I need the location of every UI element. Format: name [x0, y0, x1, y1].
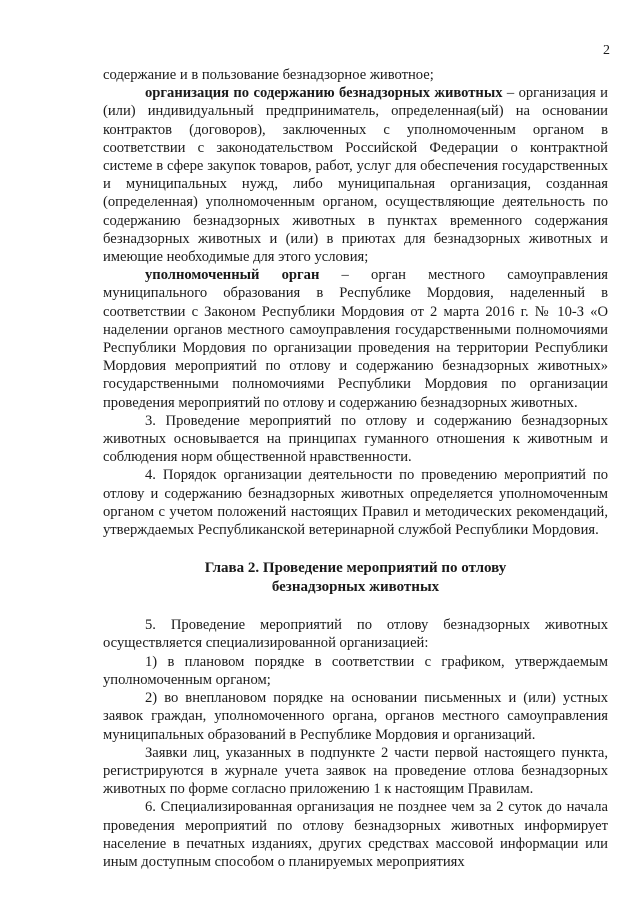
chapter-heading-line: безнадзорных животных	[271, 578, 440, 595]
defined-term: уполномоченный орган	[145, 267, 320, 284]
definition-text: – организация и (или) индивидуальный предприниматель, определенная(ый) на основании контрактов (договоров), заключенных с уполномоченным органом в соответствии с законодательством Российской Федерации о контрактной системе в сфере закупок товаров, работ, услуг для обеспечения государственных и муниципальных нужд, либо муниципальная организация, созданная (определенная) уполномоченным органом, осуществляющие деятельность по содержанию безнадзорных животных в пунктах временного содержания безнадзорных животных и (или) в приютах для безнадзорных животных и имеющие необходимые для этого условия;	[103, 85, 608, 266]
definition-paragraph	[103, 266, 608, 412]
paragraph: 6. Специализированная организация не позднее чем за 2 суток до начала проведения мероприятий по отлову безнадзорных животных информирует население в печатных изданиях, других средствах массовой информации или иным доступным способом о планируемых мероприятиях	[103, 799, 608, 870]
paragraph: 4. Порядок организации деятельности по проведению мероприятий по отлову и содержанию безнадзорных животных определяется уполномоченным органом с учетом положений настоящих Правил и методических рекомендаций, утверждаемых Республиканской ветеринарной службой Республики Мордовия.	[103, 467, 608, 539]
definition-paragraph	[103, 84, 608, 266]
page-number: 2	[603, 43, 610, 58]
paragraph: 1) в плановом порядке в соответствии с графиком, утверждаемым уполномоченным органом;	[103, 653, 608, 688]
chapter-heading	[103, 559, 608, 596]
paragraph: 5. Проведение мероприятий по отлову безнадзорных животных осуществляется специализированной организацией:	[103, 617, 608, 652]
definition-text: – орган местного самоуправления муниципального образования в Республике Мордовия, наделенный в соответствии с Законом Республики Мордовия от 2 марта 2016 г. № 10-З «О наделении органов местного самоуправления государственными полномочиями Республики Мордовия по организации проведения на территории Республики Мордовия мероприятий по отлову и содержанию безнадзорных животных» государственными полномочиями Республики Мордовия по организации проведения мероприятий по отлову и содержанию безнадзорных животных.	[103, 267, 608, 411]
chapter-heading-line: Глава 2. Проведение мероприятий по отлову	[204, 560, 507, 577]
paragraph: Заявки лиц, указанных в подпункте 2 части первой настоящего пункта, регистрируются в журнале учета заявок на проведение отлова безнадзорных животных по форме согласно приложению 1 к настоящим Правилам.	[103, 744, 608, 798]
paragraph: 2) во внеплановом порядке на основании письменных и (или) устных заявок граждан, уполномоченного органа, органов местного самоуправления муниципальных образований в Республике Мордовия и организаций.	[103, 690, 608, 743]
paragraph: содержание и в пользование безнадзорное животное;	[103, 67, 434, 83]
defined-term: организация по содержанию безнадзорных животных	[145, 85, 503, 102]
paragraph: 3. Проведение мероприятий по отлову и содержанию безнадзорных животных основывается на принципах гуманного отношения к животным и соблюдения норм общественной нравственности.	[103, 412, 608, 466]
document-body	[103, 66, 608, 871]
